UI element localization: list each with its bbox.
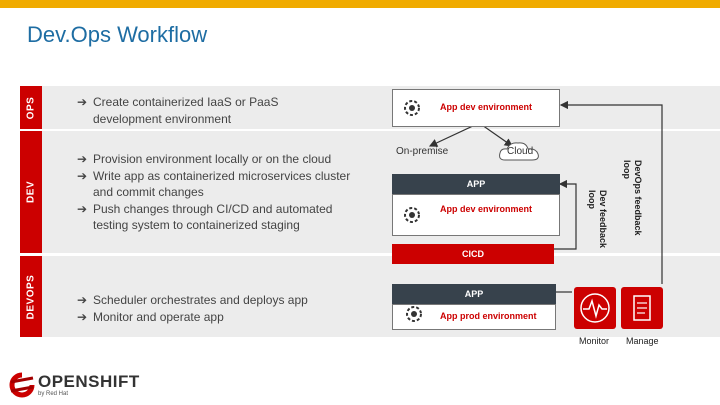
app-bar-prod: APP	[392, 284, 556, 304]
cloud-label: Cloud	[507, 146, 534, 157]
manage-tile	[621, 287, 663, 329]
container-gear-icon	[400, 203, 424, 227]
page-title: Dev.Ops Workflow	[27, 22, 208, 47]
monitor-tile	[574, 287, 616, 329]
arrow-right-icon: ➔	[77, 293, 88, 307]
dev-section-label: DEV	[20, 131, 42, 253]
openshift-logo-text: OPENSHIFT	[38, 372, 140, 391]
bullet-item: ➔ Provision environment locally or on the cloud	[77, 152, 332, 166]
on-premise-label: On-premise	[396, 146, 449, 157]
dev-env-label: App dev environment	[440, 204, 533, 214]
container-gear-icon	[402, 302, 426, 326]
clipboard-manage-icon	[621, 287, 663, 329]
app-bar-dev: APP	[392, 174, 560, 194]
cicd-bar: CICD	[392, 244, 554, 264]
arrow-right-icon: ➔	[77, 309, 88, 324]
ops-section-label: OPS	[20, 86, 42, 129]
devops-section-label: DEVOPS	[20, 256, 42, 337]
manage-label: Manage	[626, 336, 659, 346]
arrow-right-icon: ➔	[77, 95, 88, 109]
openshift-logo-subtext: by Red Hat	[38, 391, 69, 397]
bullet-item: ➔ Push changes through CI/CD and automated testing system to containerized staging	[77, 201, 333, 232]
arrow-right-icon: ➔	[77, 152, 88, 166]
devops-feedback-loop-label: DevOps feedback loop	[622, 160, 643, 236]
arrow-right-icon: ➔	[77, 168, 88, 183]
bullet-item: ➔ Write app as containerized microservices cluster and commit changes	[77, 168, 351, 199]
arrow-ops-onpremise	[430, 125, 475, 146]
monitor-label: Monitor	[579, 336, 610, 346]
ops-env-label: App dev environment	[440, 102, 533, 112]
prod-env-label: App prod environment	[440, 311, 537, 321]
bullet-item: ➔ Scheduler orchestrates and deploys app	[77, 293, 308, 307]
arrow-right-icon: ➔	[77, 201, 88, 216]
dev-feedback-loop-label: Dev feedback loop	[587, 190, 608, 249]
bullet-item: ➔ Create containerized IaaS or PaaS development environment	[77, 95, 279, 126]
bullet-item: ➔ Monitor and operate app	[77, 309, 224, 324]
heartbeat-monitor-icon	[574, 287, 616, 329]
container-gear-icon	[400, 96, 424, 120]
openshift-logo-icon	[8, 372, 36, 398]
